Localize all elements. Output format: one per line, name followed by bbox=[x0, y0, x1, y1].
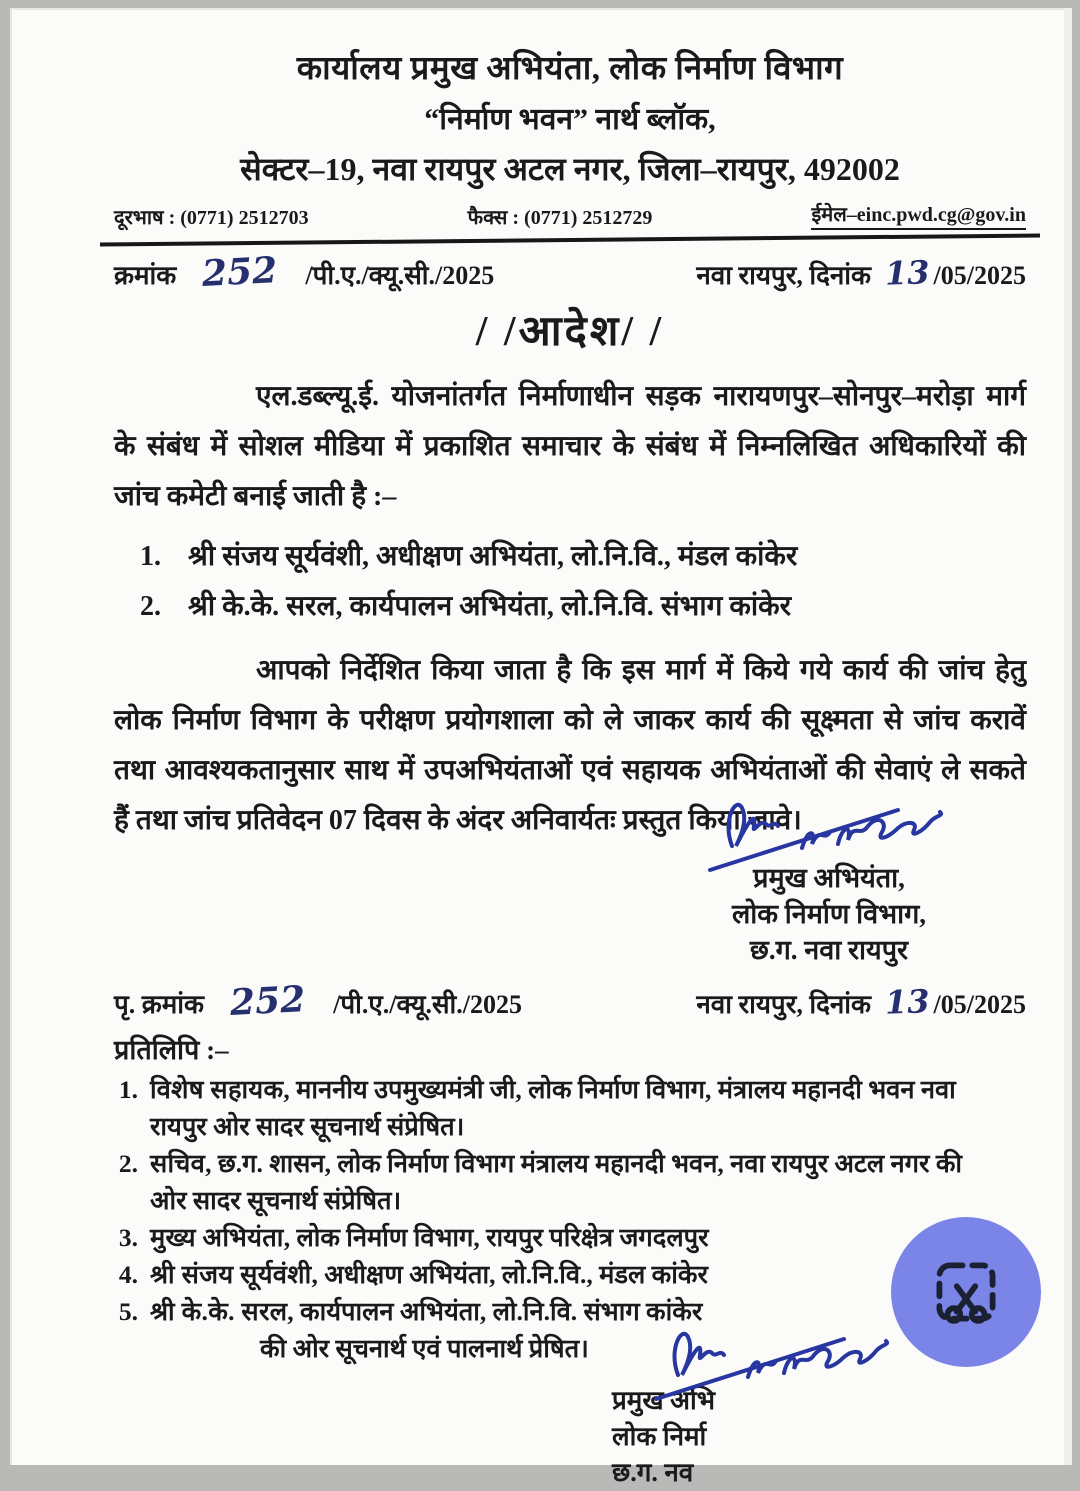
copy-recipient-line2: की ओर सूचनार्थ एवं पालनार्थ प्रेषित। bbox=[260, 1334, 589, 1363]
list-number: 2. bbox=[140, 591, 161, 622]
list-number: 1. bbox=[118, 1075, 138, 1104]
copies-list bbox=[114, 1071, 1026, 1367]
list-item bbox=[114, 1071, 1026, 1145]
list-number: 4. bbox=[118, 1260, 138, 1289]
date-day-handwritten: 13 bbox=[884, 982, 931, 1022]
list-number: 1. bbox=[140, 541, 161, 572]
copy-recipient-text bbox=[150, 1145, 996, 1219]
fax-number: फैक्स : (0771) 2512729 bbox=[467, 207, 653, 229]
signatory-department: लोक निर्मा bbox=[612, 1422, 707, 1451]
endorsement-reference-row bbox=[114, 980, 1026, 1022]
signatory-designation: प्रमुख अभियंता, bbox=[753, 863, 905, 893]
paragraph-line: आपको निर्देशित किया जाता है कि इस मार्ग में किये गये कार्य की जांच हेतु bbox=[256, 655, 1026, 686]
ref-number-handwritten: 252 bbox=[201, 249, 279, 295]
ref-number-handwritten: 252 bbox=[228, 978, 307, 1024]
copy-recipient-title: श्री संजय सूर्यवंशी bbox=[150, 1260, 312, 1289]
crop-scissors-icon bbox=[929, 1255, 1003, 1329]
paragraph-line: एल.डब्ल्यू.ई. योजनांतर्गत निर्माणाधीन सड़क नारायणपुर–सोनपुर–मरोड़ा मार्ग bbox=[256, 381, 1026, 412]
place-date-label: नवा रायपुर, दिनांक bbox=[696, 990, 872, 1019]
list-number: 2. bbox=[118, 1149, 138, 1178]
letterhead-office-line: कार्यालय प्रमुख अभियंता, लोक निर्माण विभाग bbox=[296, 51, 844, 87]
copy-recipient-detail: , छ.ग. शासन, लोक निर्माण विभाग मंत्रालय महानदी भवन, नवा रायपुर अटल नगर की ओर सादर सूचनार्थ संप्रेषित। bbox=[150, 1149, 963, 1215]
list-item bbox=[114, 1219, 1026, 1256]
letterhead-address-line: सेक्टर–19, नवा रायपुर अटल नगर, जिला–रायपुर, 492002 bbox=[240, 151, 900, 187]
letterhead-contact-row bbox=[114, 200, 1026, 230]
letterhead-building-line: “निर्माण भवन” नार्थ ब्लॉक, bbox=[424, 103, 716, 136]
ref-suffix: /पी.ए./क्यू.सी./2025 bbox=[333, 990, 523, 1019]
officer-name-text: श्री के.के. सरल, कार्यपालन अभियंता, लो.नि.वि. संभाग कांकेर bbox=[188, 591, 792, 622]
signatory-designation: प्रमुख अभि bbox=[612, 1386, 715, 1415]
crop-screenshot-button[interactable] bbox=[891, 1217, 1041, 1367]
signatory-location: छ.ग. नव bbox=[612, 1458, 694, 1487]
list-item bbox=[114, 532, 1026, 582]
document-page bbox=[10, 8, 1072, 1487]
copy-recipient-text bbox=[150, 1219, 996, 1256]
copy-recipient-detail: , अधीक्षण अभियंता, लो.नि.वि., मंडल कांकेर bbox=[311, 1260, 708, 1289]
signature-block-2 bbox=[608, 1383, 908, 1491]
paragraph-line: जांच कमेटी बनाई जाती है :– bbox=[114, 481, 397, 512]
list-item bbox=[114, 582, 1026, 632]
copy-recipient-title: श्री के.के. सरल bbox=[150, 1297, 288, 1326]
copy-recipient-text bbox=[150, 1293, 996, 1367]
ref-label: पृ. क्रमांक bbox=[114, 990, 204, 1019]
copy-recipient-title: मुख्य अभियंता bbox=[150, 1223, 284, 1252]
paragraph-line: हैं तथा जांच प्रतिवेदन 07 दिवस के अंदर अनिवार्यतः प्रस्तुत किया जावे। bbox=[114, 805, 802, 836]
copy-recipient-title: सचिव bbox=[150, 1149, 206, 1178]
reference-row bbox=[114, 251, 1026, 293]
copy-recipient-text bbox=[150, 1071, 996, 1145]
list-item bbox=[114, 1145, 1026, 1219]
list-item bbox=[114, 1256, 1026, 1293]
copy-recipient-detail: , कार्यपालन अभियंता, लो.नि.वि. संभाग कांकेर bbox=[287, 1297, 703, 1326]
order-title: / /आदेश/ / bbox=[475, 309, 665, 355]
list-number: 5. bbox=[118, 1297, 138, 1326]
paragraph-2 bbox=[114, 646, 1026, 846]
paragraph-line: तथा आवश्यकतानुसार साथ में उपअभियंताओं एवं सहायक अभियंताओं की सेवाएं ले सकते bbox=[114, 755, 1026, 786]
place-date-label: नवा रायपुर, दिनांक bbox=[696, 261, 872, 290]
header-divider-rule bbox=[100, 233, 1040, 246]
officer-name-text: श्री संजय सूर्यवंशी, अधीक्षण अभियंता, लो.नि.वि., मंडल कांकेर bbox=[188, 541, 798, 572]
paragraph-1 bbox=[114, 372, 1026, 522]
paragraph-line: लोक निर्माण विभाग के परीक्षण प्रयोगशाला को ले जाकर कार्य की सूक्ष्मता से जांच करावें bbox=[114, 705, 1026, 736]
ref-label: क्रमांक bbox=[114, 261, 177, 290]
phone-number: दूरभाष : (0771) 2512703 bbox=[114, 207, 309, 229]
committee-officer-list bbox=[114, 532, 1026, 632]
copy-recipient-title: विशेष सहायक bbox=[150, 1075, 284, 1104]
signature-block-1 bbox=[674, 860, 984, 968]
date-day-handwritten: 13 bbox=[884, 253, 931, 293]
copy-recipient-text bbox=[150, 1256, 996, 1293]
ref-suffix: /पी.ए./क्यू.सी./2025 bbox=[305, 261, 495, 290]
date-rest: /05/2025 bbox=[933, 990, 1026, 1019]
list-item bbox=[114, 1293, 1026, 1367]
list-number: 3. bbox=[118, 1223, 138, 1252]
paragraph-line: के संबंध में सोशल मीडिया में प्रकाशित समाचार के संबंध में निम्नलिखित अधिकारियों की bbox=[114, 431, 1026, 462]
copy-recipient-detail: , लोक निर्माण विभाग, रायपुर परिक्षेत्र जगदलपुर bbox=[283, 1223, 709, 1252]
copies-heading: प्रतिलिपि :– bbox=[114, 1035, 229, 1065]
email-address: ईमेल–einc.pwd.cg@gov.in bbox=[811, 200, 1026, 230]
copy-recipient-detail: , माननीय उपमुख्यमंत्री जी, लोक निर्माण विभाग, मंत्रालय महानदी भवन नवा रायपुर ओर सादर सूचनार्थ संप्रेषित। bbox=[150, 1075, 956, 1141]
signatory-location: छ.ग. नवा रायपुर bbox=[749, 935, 909, 965]
signatory-department: लोक निर्माण विभाग, bbox=[731, 899, 927, 929]
date-rest: /05/2025 bbox=[933, 261, 1026, 290]
